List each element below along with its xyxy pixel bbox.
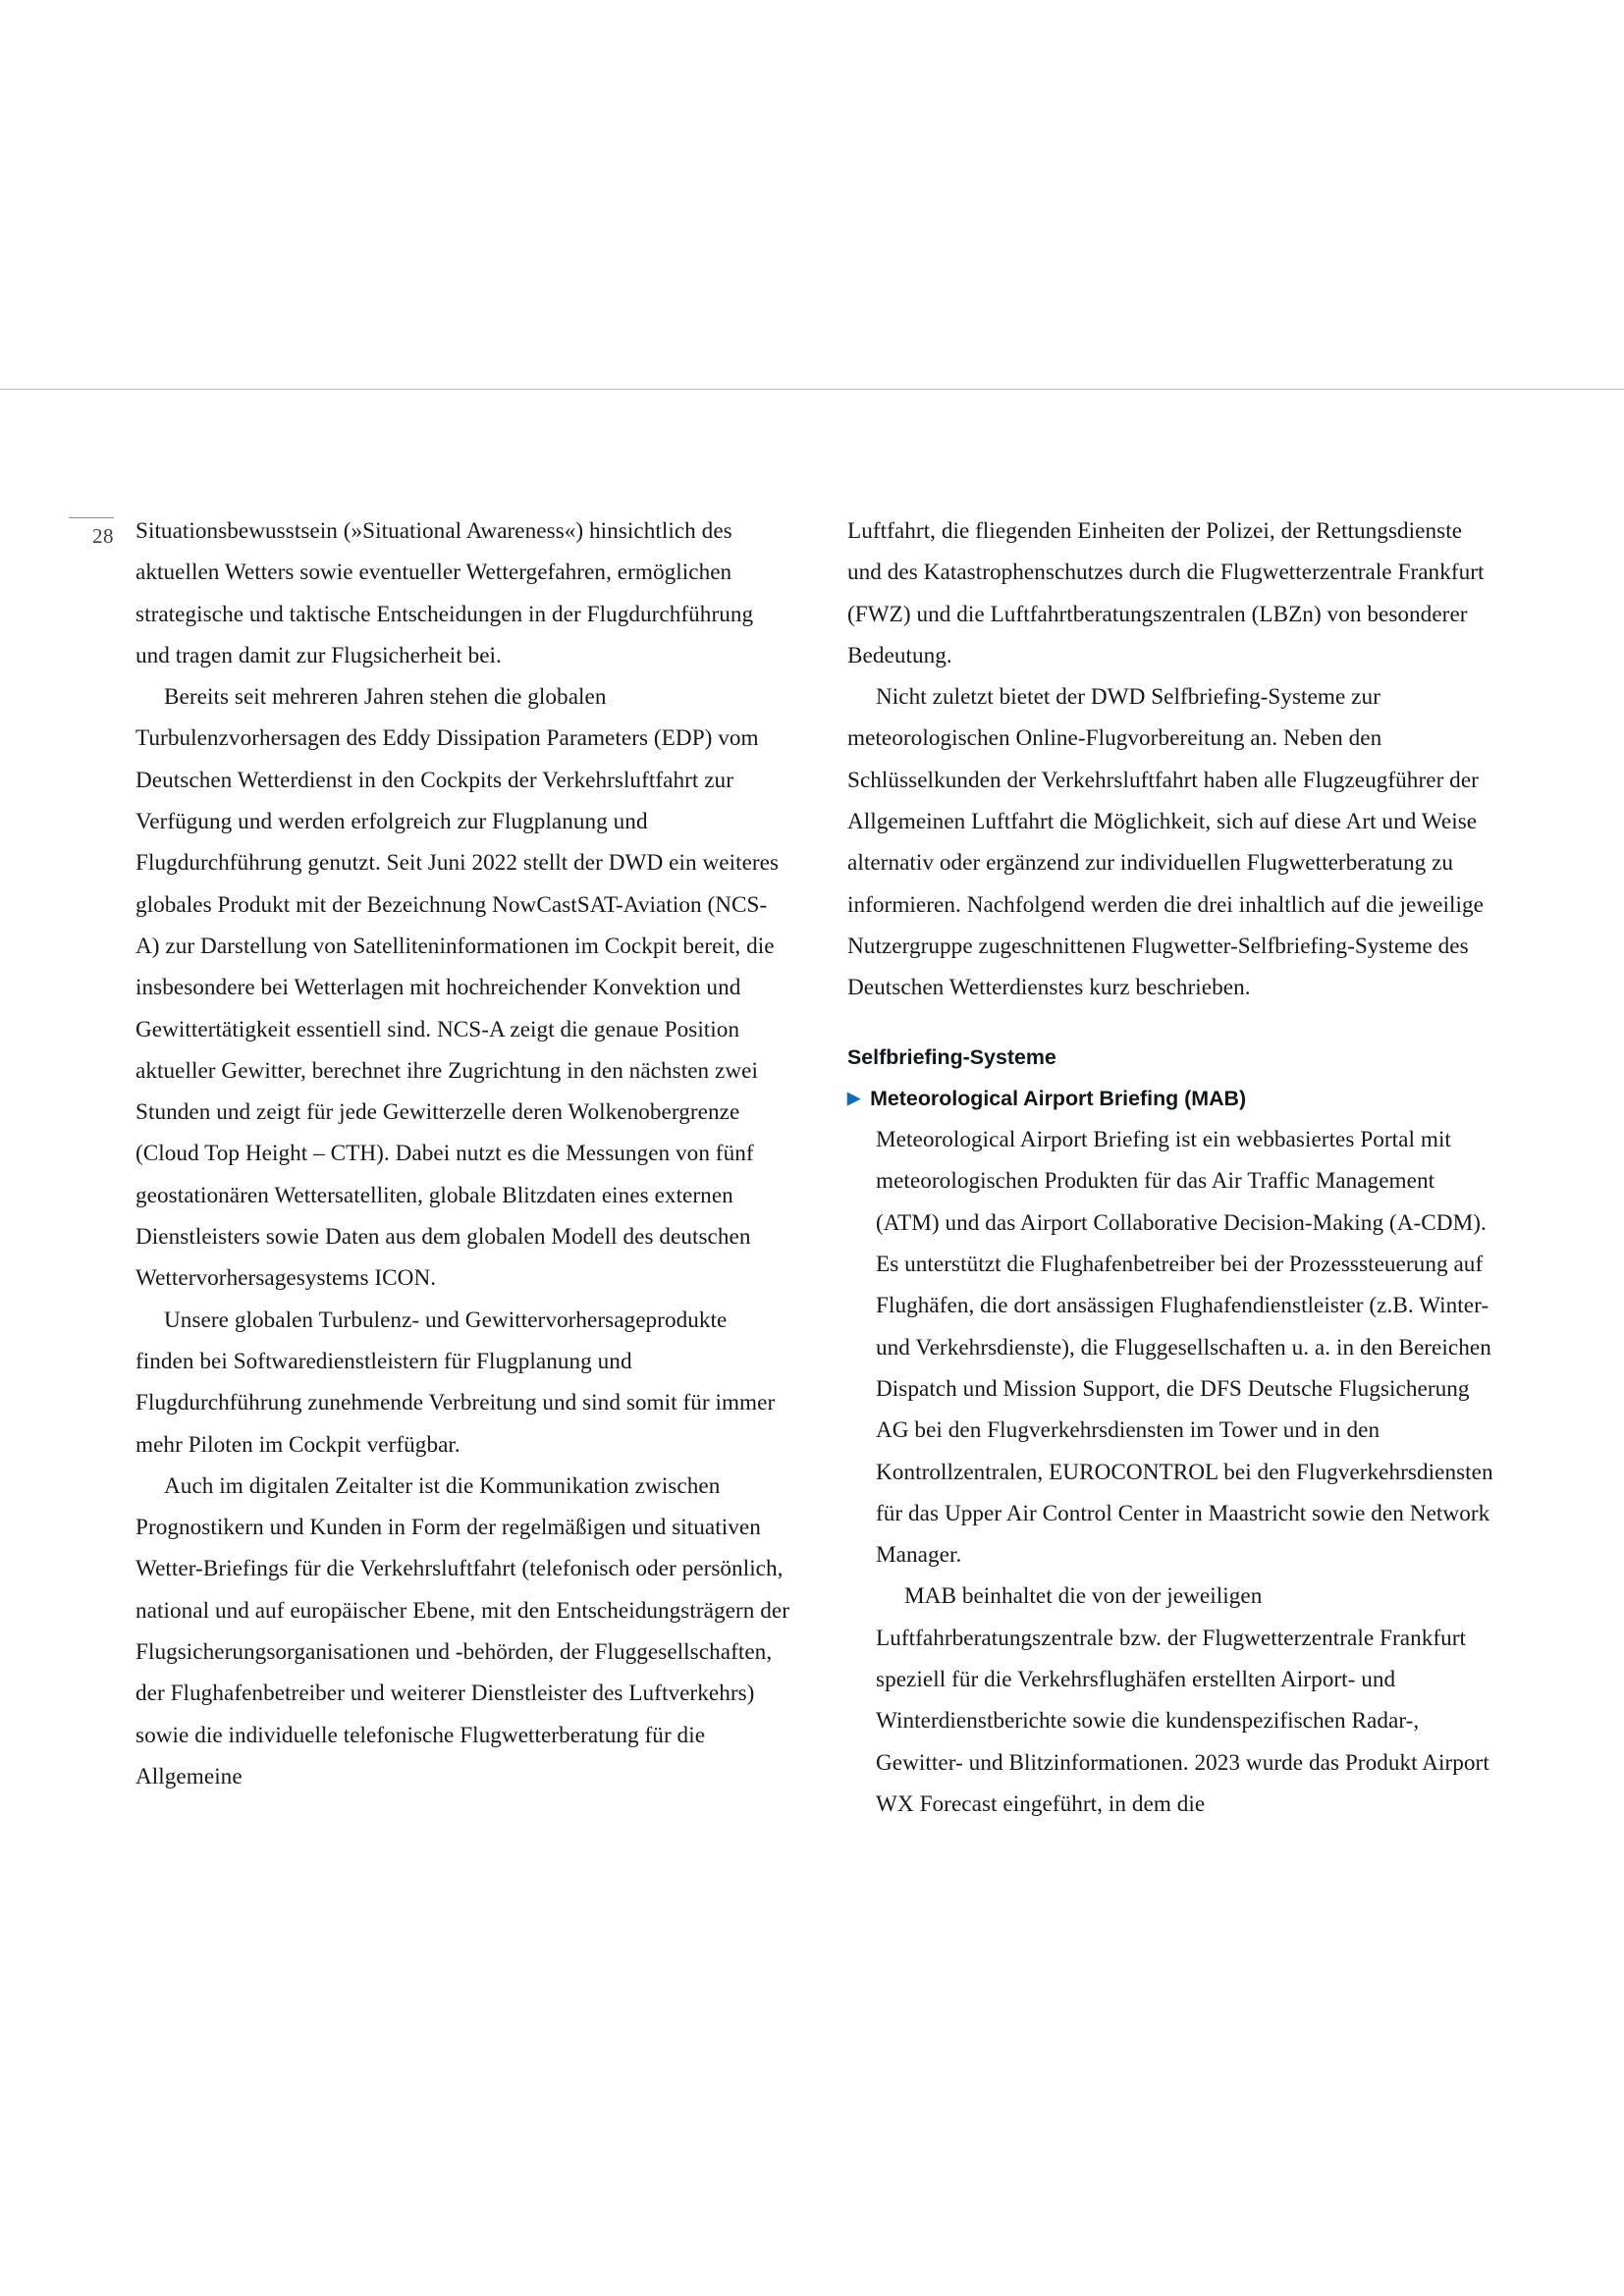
page-number-block [29,517,114,549]
paragraph: Meteorological Airport Briefing ist ein webbasiertes Portal mit meteorologischen Produkten für das Air Traffic Management (ATM) und das Airport Collaborative Decision-Making (A-CDM). Es unterstützt die Flughafenbetreiber bei der Prozesssteuerung auf Flughäfen, die dort ansässigen Flughafendienstleister (z.B. Winter- und Verkehrsdienste), die Fluggesellschaften u. a. in den Bereichen Dispatch und Mission Support, die DFS Deutsche Flugsicherung AG bei den Flugverkehrsdiensten im Tower und in den Kontrollzentralen, EUROCONTROL bei den Flugverkehrsdiensten für das Upper Air Control Center in Maastricht sowie den Network Manager. [876,1127,1493,1569]
section-heading: Selfbriefing-Systeme [847,1044,1056,1069]
paragraph: Nicht zuletzt bietet der DWD Selfbriefing-Systeme zur meteorologischen Online-Flugvorbereitung an. Neben den Schlüsselkunden der Verkehrsluftfahrt haben alle Flugzeugführer der Allgemeinen Luftfahrt die Möglichkeit, sich auf diese Art und Weise alternativ oder ergänzend zur individuellen Flugwetterberatung zu informieren. Nachfolgend werden die drei inhaltlich auf die jeweilige Nutzergruppe zugeschnittenen Flugwetter-Selfbriefing-Systeme des Deutschen Wetterdienstes kurz beschrieben. [847,684,1484,1001]
subsection-body [847,1119,1501,1825]
paragraph: Unsere globalen Turbulenz- und Gewittervorhersageprodukte finden bei Softwaredienstleistern für Flugplanung und Flugdurchführung zunehmende Verbreitung und sind somit für immer mehr Piloten im Cockpit verfügbar. [135,1307,776,1458]
right-column [847,510,1501,1825]
paragraph: Bereits seit mehreren Jahren stehen die globalen Turbulenzvorhersagen des Eddy Dissipation Parameters (EDP) vom Deutschen Wetterdienst in den Cockpits der Verkehrsluftfahrt zur Verfügung und werden erfolgreich zur Flugplanung und Flugdurchführung genutzt. Seit Juni 2022 stellt der DWD ein weiteres globales Produkt mit der Bezeichnung NowCastSAT-Aviation (NCS-A) zur Darstellung von Satelliteninformationen im Cockpit bereit, die insbesondere bei Wetterlagen mit hochreichender Konvektion und Gewittertätigkeit essentiell sind. NCS-A zeigt die genaue Position aktueller Gewitter, berechnet ihre Zugrichtung in den nächsten zwei Stunden und zeigt für jede Gewitterzelle deren Wolkenobergrenze (Cloud Top Height – CTH). Dabei nutzt es die Messungen von fünf geostationären Wettersatelliten, globale Blitzdaten eines externen Dienstleisters sowie Daten aus dem globalen Modell des deutschen Wettervorhersagesystems ICON. [135,684,780,1292]
paragraph: MAB beinhaltet die von der jeweiligen Luftfahrberatungszentrale bzw. der Flugwetterzentrale Frankfurt speziell für die Verkehrsflughäfen erstellten Airport- und Winterdienstberichte sowie die kundenspezifischen Radar-, Gewitter- und Blitzinformationen. 2023 wurde das Produkt Airport WX Forecast eingeführt, in dem die [876,1583,1489,1817]
page-number: 28 [92,524,114,548]
body-columns [135,510,1502,1825]
subsection-heading-row [847,1078,1501,1119]
paragraph: Auch im digitalen Zeitalter ist die Kommunikation zwischen Prognostikern und Kunden in Form der regelmäßigen und situativen Wetter-Briefings für die Verkehrsluftfahrt (telefonisch oder persönlich, national und auf europäischer Ebene, mit den Entscheidungsträgern der Flugsicherungsorganisationen und -behörden, der Fluggesellschaften, der Flughafenbetreiber und weiterer Dienstleister des Luftverkehrs) sowie die individuelle telefonische Flugwetterberatung für die Allgemeine [135,1472,789,1789]
paragraph: Situationsbewusstsein (»Situational Awareness«) hinsichtlich des aktuellen Wetters sowie eventueller Wettergefahren, ermöglichen strategische und taktische Entscheidungen in der Flugdurchführung und tragen damit zur Flugsicherheit bei. [135,518,754,668]
left-column [135,510,789,1825]
paragraph: Luftfahrt, die fliegenden Einheiten der Polizei, der Rettungsdienste und des Katastrophenschutzes durch die Flugwetterzentrale Frankfurt (FWZ) und die Luftfahrtberatungszentralen (LBZn) von besonderer Bedeutung. [847,518,1485,668]
triangle-bullet-icon: ▶ [847,1088,861,1107]
header-divider [0,389,1624,390]
subsection-heading: Meteorological Airport Briefing (MAB) [870,1086,1247,1110]
page-number-rule [69,517,114,518]
